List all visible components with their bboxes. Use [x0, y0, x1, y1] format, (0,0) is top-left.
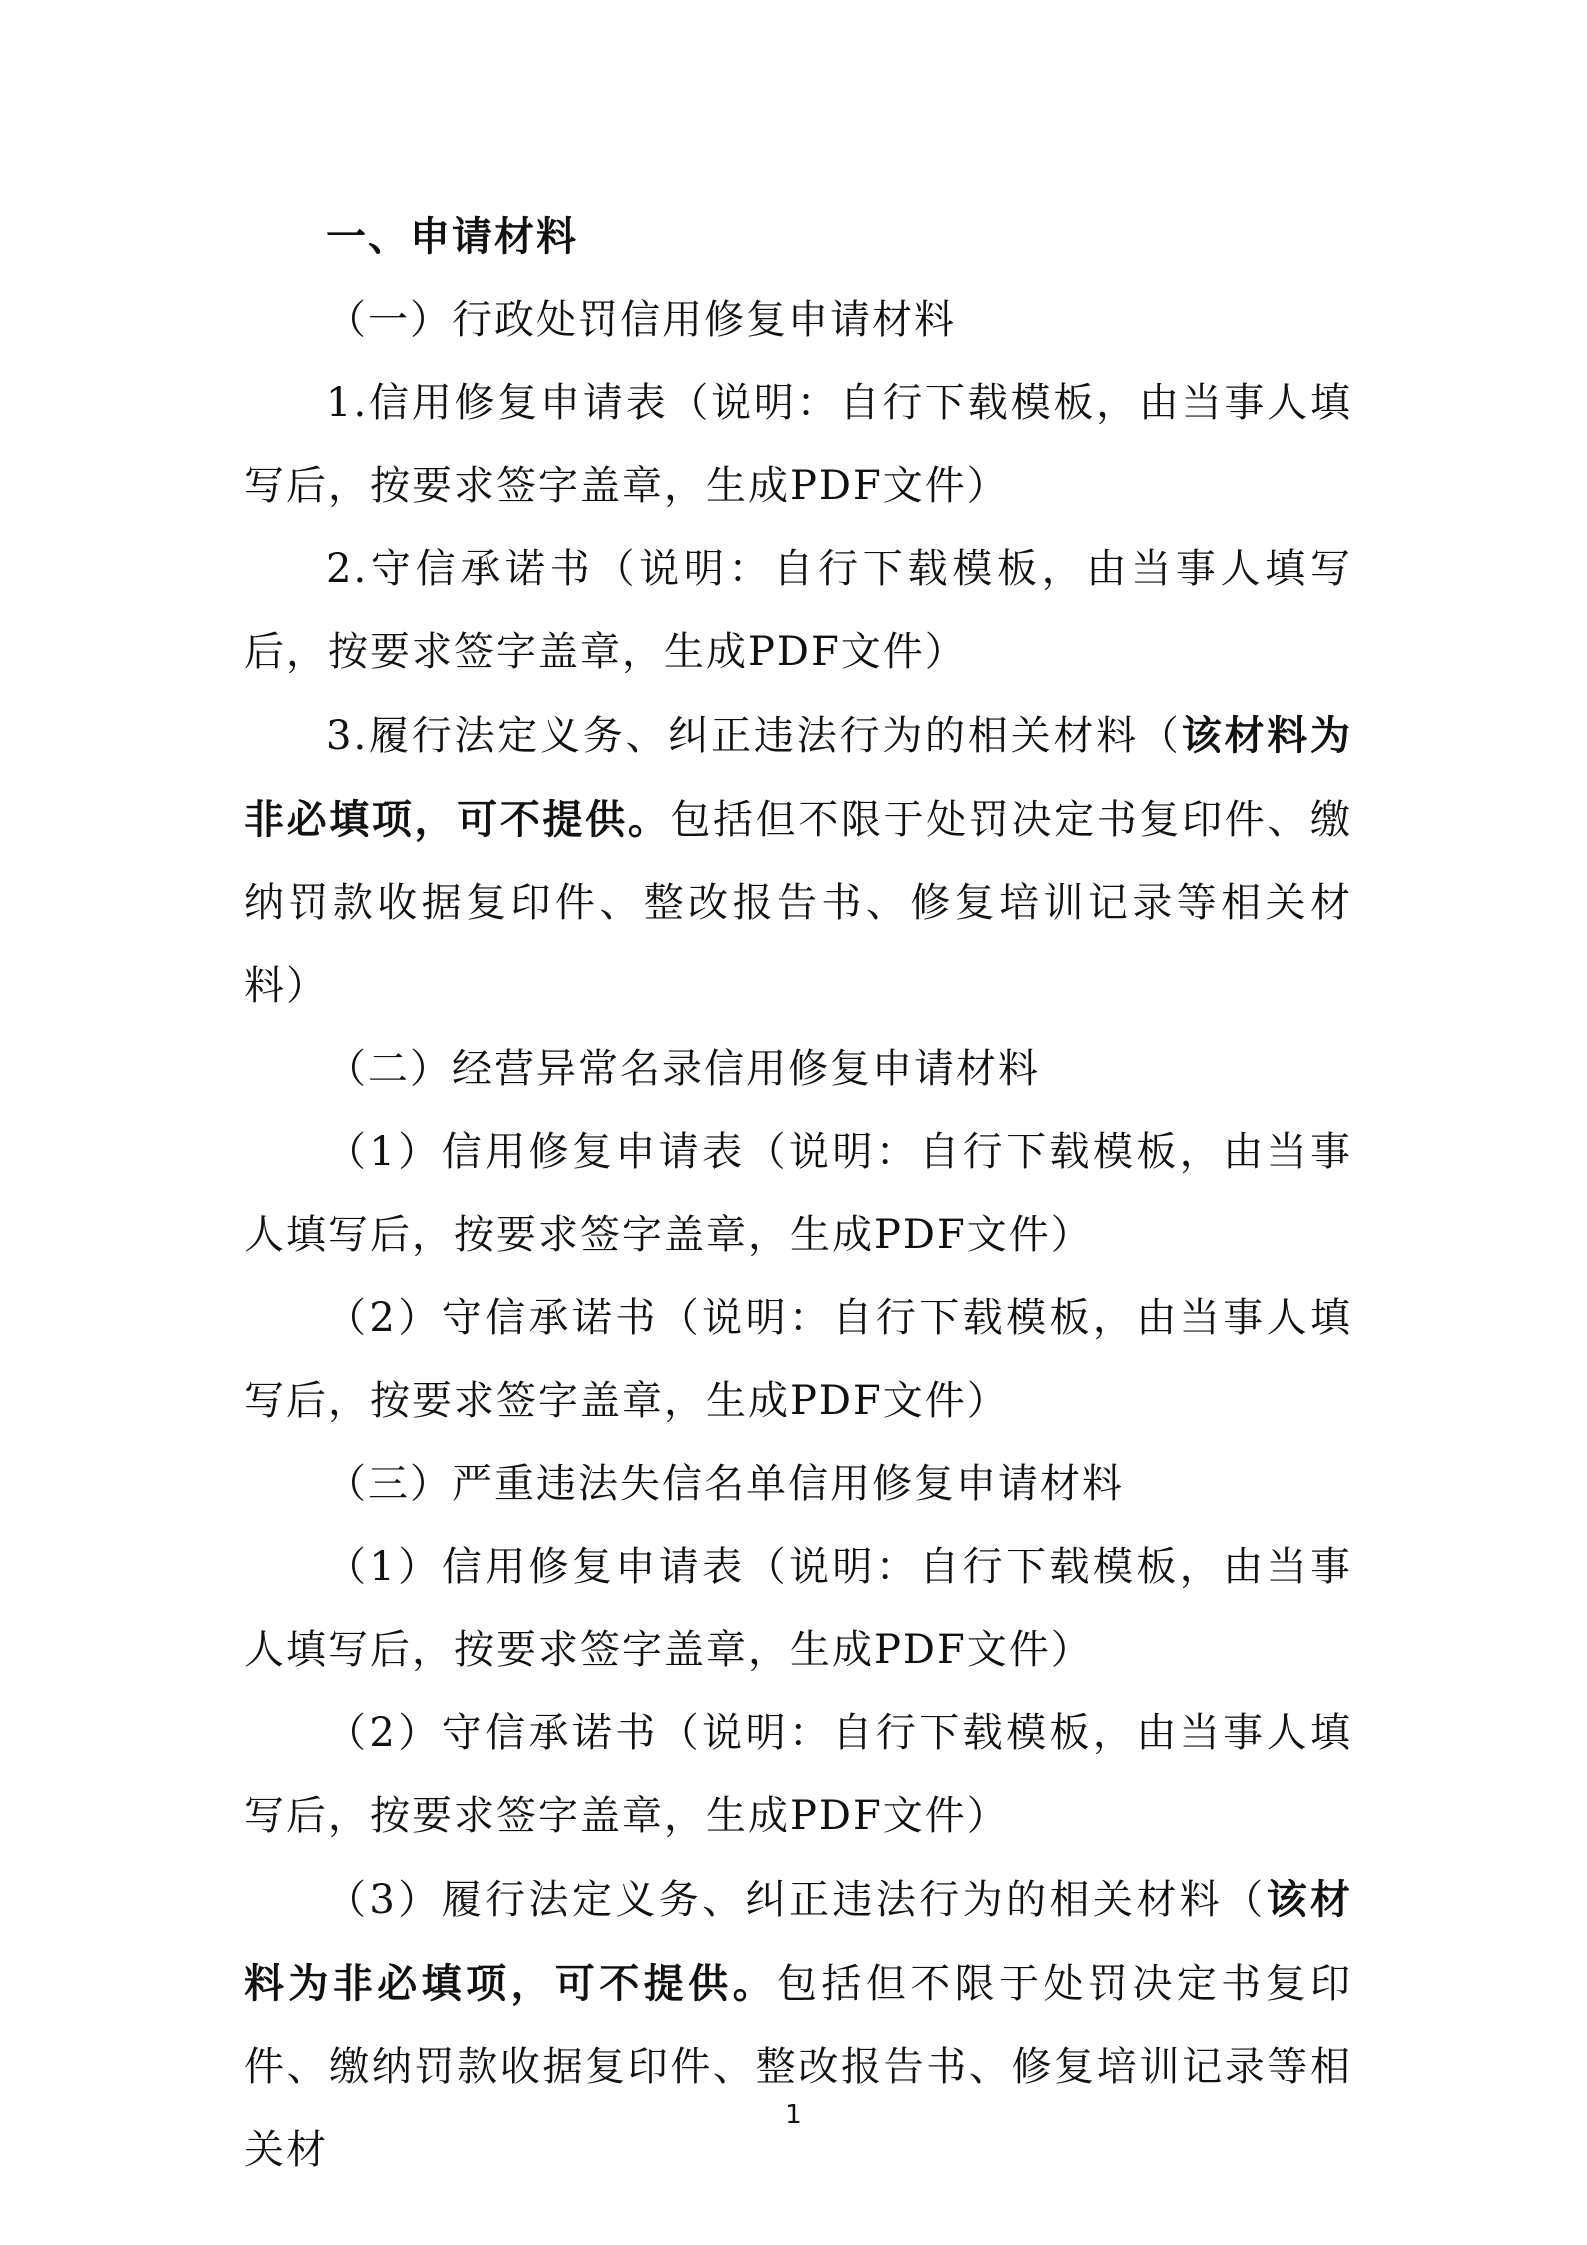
page-number: 1	[785, 2100, 802, 2130]
item-text-suffix: 包括但不限于处罚决定书复印件、缴纳罚款收据复印件、整改报告书、修复培训记录等相关材料）	[244, 797, 1353, 1009]
item-text-bold-note: 该材料为非必填项，可不提供。	[244, 712, 1352, 843]
list-item-commitment-letter: （2）守信承诺书（说明：自行下载模板，由当事人填写后，按要求签字盖章，生成PDF文件）	[244, 1295, 1352, 1424]
subsection-title-administrative-penalty: （一）行政处罚信用修复申请材料	[326, 297, 956, 343]
list-item-application-form: （1）信用修复申请表（说明：自行下载模板，由当事人填写后，按要求签字盖章，生成PDF文件）	[244, 1129, 1352, 1258]
subsection-title-abnormal-operation-list: （二）经营异常名录信用修复申请材料	[326, 1046, 1040, 1092]
item-text-bold-note: 该材料为非必填项，可不提供。	[244, 1876, 1353, 2007]
list-item-commitment-letter: （2）守信承诺书（说明：自行下载模板，由当事人填写后，按要求签字盖章，生成PDF文件）	[244, 1710, 1352, 1839]
list-item-application-form: （1）信用修复申请表（说明：自行下载模板，由当事人填写后，按要求签字盖章，生成PDF文件）	[244, 1544, 1352, 1673]
document-body	[244, 196, 1352, 2192]
list-item-commitment-letter: 2.守信承诺书（说明：自行下载模板，由当事人填写后，按要求签字盖章，生成PDF文件）	[244, 546, 1352, 675]
list-item-supporting-materials	[244, 1858, 1352, 2192]
section-heading: 一、申请材料	[326, 214, 578, 260]
item-text-suffix: 包括但不限于处罚决定书复印件、缴纳罚款收据复印件、整改报告书、修复培训记录等相关材	[244, 1961, 1352, 2173]
list-item-application-form: 1.信用修复申请表（说明：自行下载模板，由当事人填写后，按要求签字盖章，生成PDF文件）	[244, 380, 1352, 509]
item-text-prefix: 3.履行法定义务、纠正违法行为的相关材料（	[326, 713, 1182, 759]
list-item-supporting-materials	[244, 694, 1352, 1028]
subsection-title-serious-violation-list: （三）严重违法失信名单信用修复申请材料	[326, 1461, 1124, 1507]
item-text-prefix: （3）履行法定义务、纠正违法行为的相关材料（	[326, 1877, 1267, 1923]
